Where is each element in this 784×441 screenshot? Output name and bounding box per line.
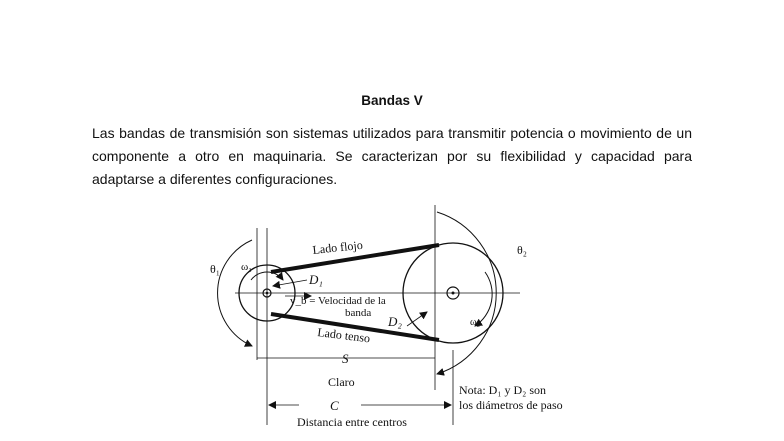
- tight-side-label: Lado tenso: [316, 325, 371, 346]
- s-label: S: [342, 351, 349, 366]
- vb-label: v_b = Velocidad de la: [290, 295, 386, 307]
- large-pulley-axis: [452, 292, 455, 295]
- page-title: Bandas V: [361, 93, 423, 108]
- omega1-label: ω₁: [241, 261, 253, 273]
- slack-side-label: Lado flojo: [311, 237, 364, 257]
- banda-label: banda: [345, 307, 372, 319]
- theta1-label: θ₁: [210, 262, 220, 276]
- c-label: C: [330, 398, 339, 413]
- omega2-label: ω₂: [470, 317, 481, 328]
- claro-label: Claro: [328, 375, 355, 389]
- distance-label: Distancia entre centros: [297, 415, 407, 429]
- note-line-2: los diámetros de paso: [459, 398, 563, 412]
- d1-label: D₁: [309, 272, 323, 287]
- body-paragraph: Las bandas de transmisión son sistemas utilizados para transmitir potencia o movimiento de un componente a otro en maquinaria. Se caracterizan por su flexibilidad y capacidad para adaptarse a diferentes configuraciones.: [92, 125, 692, 187]
- d2-label: D₂: [388, 314, 402, 329]
- belt-diagram: [195, 200, 595, 441]
- theta2-label: θ₂: [517, 243, 527, 257]
- d1-leader: [273, 280, 307, 286]
- note-line-1: Nota: D₁ y D₂ son: [459, 383, 547, 397]
